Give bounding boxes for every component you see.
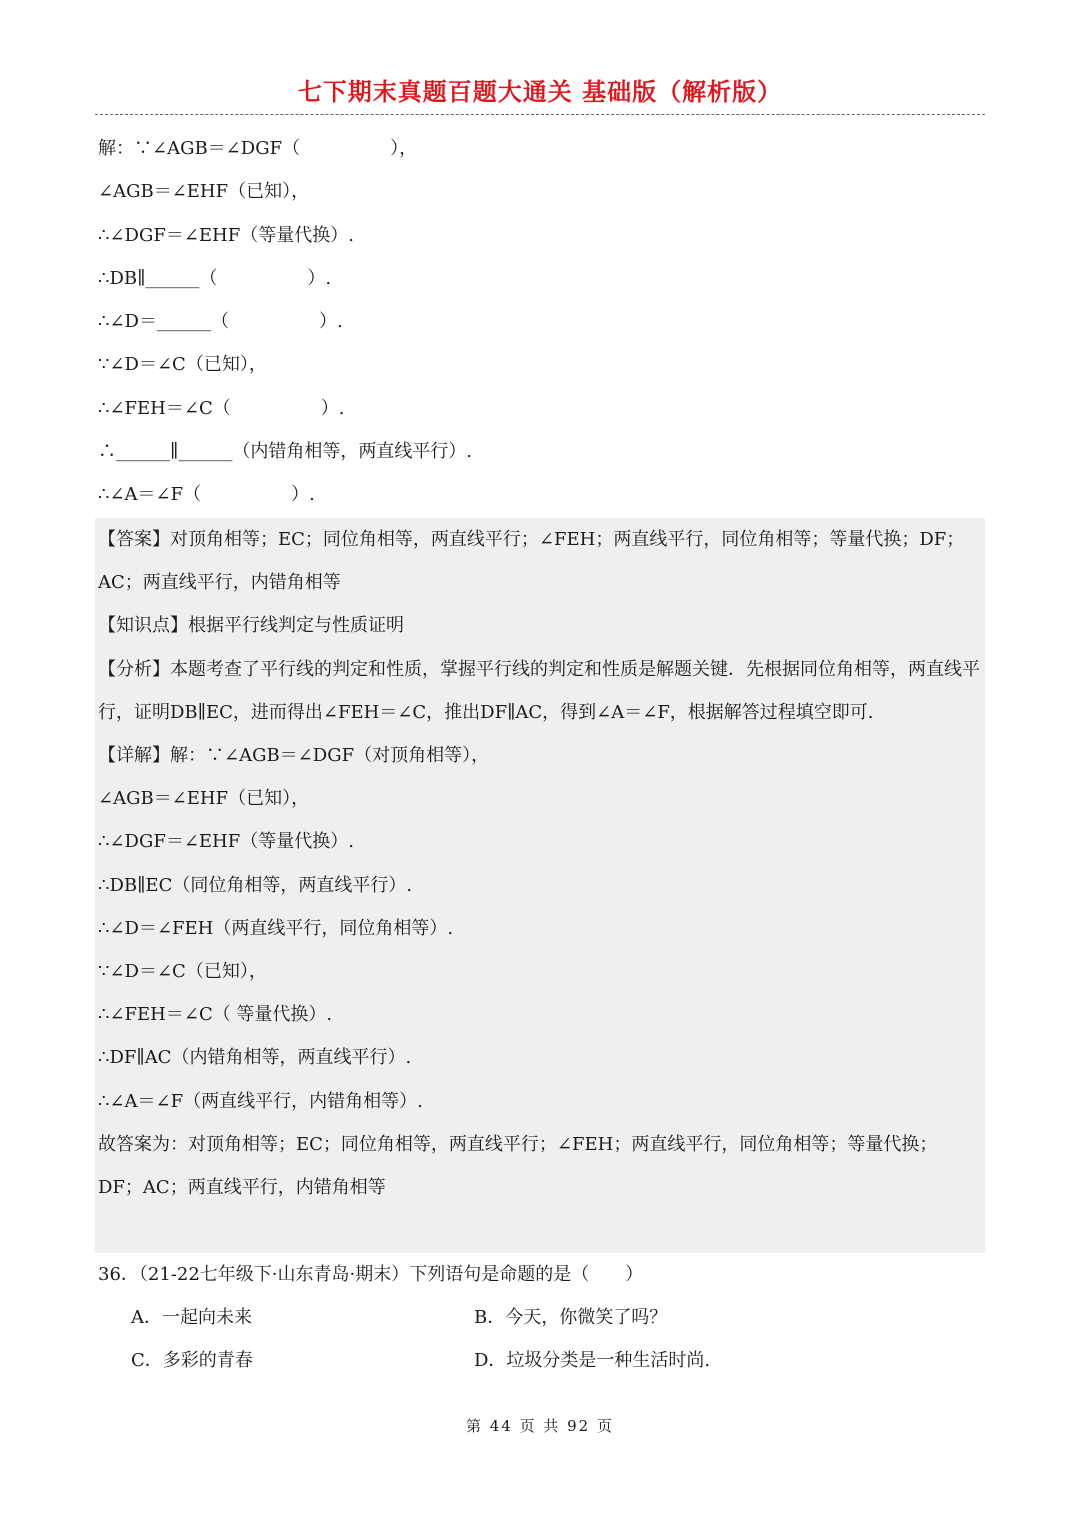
problem-line: ∴______∥______（内错角相等，两直线平行）. bbox=[98, 441, 473, 463]
problem-line: ∵∠D＝∠C（已知）， bbox=[98, 354, 267, 376]
page-header bbox=[95, 70, 985, 115]
problem-line: ∴∠DGF＝∠EHF（等量代换）. bbox=[98, 224, 354, 246]
option-c: C．多彩的青春 bbox=[131, 1350, 253, 1371]
option-b: B．今天，你微笑了吗？ bbox=[474, 1307, 668, 1328]
option-d: D．垃圾分类是一种生活时尚. bbox=[474, 1350, 711, 1371]
problem-steps bbox=[98, 127, 982, 517]
problem-line: 解：∵∠AGB＝∠DGF（ ）， bbox=[98, 138, 418, 159]
detail-line: ∴DF∥AC（内错角相等，两直线平行）. bbox=[98, 1047, 412, 1069]
detail-line: 【详解】解：∵∠AGB＝∠DGF（对顶角相等）， bbox=[98, 745, 490, 766]
detail-line: ∠AGB＝∠EHF（已知）， bbox=[98, 788, 310, 810]
detail-line: ∵∠D＝∠C（已知）， bbox=[98, 960, 267, 982]
page-footer: 第 44 页 共 92 页 bbox=[465, 1417, 614, 1435]
problem-line: ∠AGB＝∠EHF（已知）， bbox=[98, 181, 310, 203]
analysis-text: 【分析】本题考查了平行线的判定和性质，掌握平行线的判定和性质是解题关键．先根据同位角相等，两直线平行，证明DB∥EC，进而得出∠FEH＝∠C，推出DF∥AC，得到∠A＝∠F，根据解答过程填空即可. bbox=[98, 658, 980, 723]
final-answer: 故答案为：对顶角相等；EC；同位角相等，两直线平行；∠FEH；两直线平行，同位角相等；等量代换；DF；AC；两直线平行，内错角相等 bbox=[98, 1133, 938, 1198]
question-36 bbox=[98, 1253, 982, 1296]
detail-line: ∴∠FEH＝∠C（ 等量代换）. bbox=[98, 1004, 333, 1026]
option-a: A．一起向未来 bbox=[131, 1307, 252, 1328]
detail-line: ∴∠A＝∠F（两直线平行，内错角相等）. bbox=[98, 1090, 423, 1112]
problem-line: ∴∠D＝______（ ）. bbox=[98, 311, 343, 333]
problem-line: ∴∠A＝∠F（ ）. bbox=[98, 484, 315, 506]
detail-line: ∴∠DGF＝∠EHF（等量代换）. bbox=[98, 831, 354, 853]
question-stem: 36．（21-22七年级下·山东青岛·期末）下列语句是命题的是（ ） bbox=[98, 1264, 644, 1285]
solution-box bbox=[95, 518, 985, 1253]
problem-line: ∴DB∥______（ ）. bbox=[98, 267, 332, 289]
knowledge-point: 【知识点】根据平行线判定与性质证明 bbox=[98, 615, 404, 637]
problem-line: ∴∠FEH＝∠C（ ）. bbox=[98, 397, 345, 419]
answer-text: 【答案】对顶角相等；EC；同位角相等，两直线平行；∠FEH；两直线平行，同位角相等；等量代换；DF；AC；两直线平行，内错角相等 bbox=[98, 529, 965, 594]
detail-line: ∴DB∥EC（同位角相等，两直线平行）. bbox=[98, 874, 413, 896]
document-title: 七下期末真题百题大通关 基础版（解析版） bbox=[297, 78, 783, 106]
detail-line: ∴∠D＝∠FEH（两直线平行，同位角相等）. bbox=[98, 917, 454, 939]
